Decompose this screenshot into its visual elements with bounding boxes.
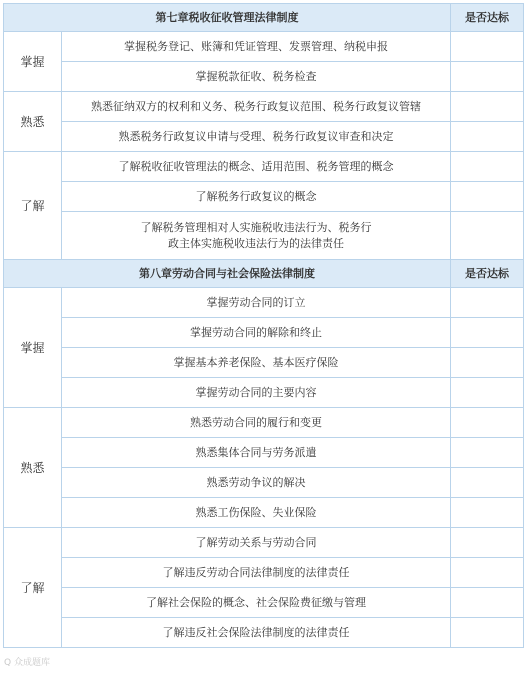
table-row — [4, 498, 524, 528]
table-row — [4, 618, 524, 648]
check-cell[interactable] — [451, 528, 524, 558]
item-text: 了解劳动关系与劳动合同 — [62, 528, 451, 558]
level-label: 了解 — [4, 528, 62, 648]
table-row — [4, 122, 524, 152]
level-label: 掌握 — [4, 32, 62, 92]
check-cell[interactable] — [451, 32, 524, 62]
table-row — [4, 182, 524, 212]
item-text: 了解税收征收管理法的概念、适用范围、税务管理的概念 — [62, 152, 451, 182]
section-title: 第八章劳动合同与社会保险法律制度 — [4, 260, 451, 288]
table-row — [4, 468, 524, 498]
item-text: 熟悉工伤保险、失业保险 — [62, 498, 451, 528]
table-row — [4, 152, 524, 182]
check-cell[interactable] — [451, 588, 524, 618]
section-header — [4, 260, 524, 288]
item-text: 了解违反社会保险法律制度的法律责任 — [62, 618, 451, 648]
check-cell[interactable] — [451, 212, 524, 260]
item-text: 掌握基本养老保险、基本医疗保险 — [62, 348, 451, 378]
table-row — [4, 288, 524, 318]
check-cell[interactable] — [451, 378, 524, 408]
table-row — [4, 558, 524, 588]
table-row — [4, 588, 524, 618]
check-cell[interactable] — [451, 62, 524, 92]
item-text: 掌握税务登记、账簿和凭证管理、发票管理、纳税申报 — [62, 32, 451, 62]
item-text: 熟悉征纳双方的权利和义务、税务行政复议范围、税务行政复议管辖 — [62, 92, 451, 122]
check-cell[interactable] — [451, 468, 524, 498]
goals-table — [3, 3, 524, 648]
item-text: 了解税务行政复议的概念 — [62, 182, 451, 212]
item-text: 了解违反劳动合同法律制度的法律责任 — [62, 558, 451, 588]
check-column-header: 是否达标 — [451, 260, 524, 288]
item-text: 了解社会保险的概念、社会保险费征缴与管理 — [62, 588, 451, 618]
check-column-header: 是否达标 — [451, 4, 524, 32]
item-text: 掌握税款征收、税务检查 — [62, 62, 451, 92]
item-text: 了解税务管理相对人实施税收违法行为、税务行政主体实施税收违法行为的法律责任 — [62, 212, 451, 260]
level-label: 熟悉 — [4, 408, 62, 528]
table-row — [4, 62, 524, 92]
check-cell[interactable] — [451, 122, 524, 152]
table-row — [4, 348, 524, 378]
item-text: 掌握劳动合同的主要内容 — [62, 378, 451, 408]
table-row — [4, 92, 524, 122]
check-cell[interactable] — [451, 498, 524, 528]
table-row — [4, 378, 524, 408]
check-cell[interactable] — [451, 182, 524, 212]
check-cell[interactable] — [451, 288, 524, 318]
check-cell[interactable] — [451, 558, 524, 588]
check-cell[interactable] — [451, 408, 524, 438]
level-label: 了解 — [4, 152, 62, 260]
check-cell[interactable] — [451, 152, 524, 182]
check-cell[interactable] — [451, 438, 524, 468]
item-text: 掌握劳动合同的解除和终止 — [62, 318, 451, 348]
table-row — [4, 408, 524, 438]
check-cell[interactable] — [451, 318, 524, 348]
level-label: 掌握 — [4, 288, 62, 408]
item-text: 熟悉劳动合同的履行和变更 — [62, 408, 451, 438]
item-text: 熟悉劳动争议的解决 — [62, 468, 451, 498]
section-title: 第七章税收征收管理法律制度 — [4, 4, 451, 32]
item-text: 掌握劳动合同的订立 — [62, 288, 451, 318]
table-row — [4, 438, 524, 468]
table-row — [4, 212, 524, 260]
table-row — [4, 32, 524, 62]
section-header — [4, 4, 524, 32]
check-cell[interactable] — [451, 348, 524, 378]
watermark: Q 众成题库 — [4, 658, 50, 668]
check-cell[interactable] — [451, 92, 524, 122]
table-row — [4, 318, 524, 348]
level-label: 熟悉 — [4, 92, 62, 152]
check-cell[interactable] — [451, 618, 524, 648]
item-text: 熟悉集体合同与劳务派遣 — [62, 438, 451, 468]
table-row — [4, 528, 524, 558]
item-text: 熟悉税务行政复议申请与受理、税务行政复议审查和决定 — [62, 122, 451, 152]
